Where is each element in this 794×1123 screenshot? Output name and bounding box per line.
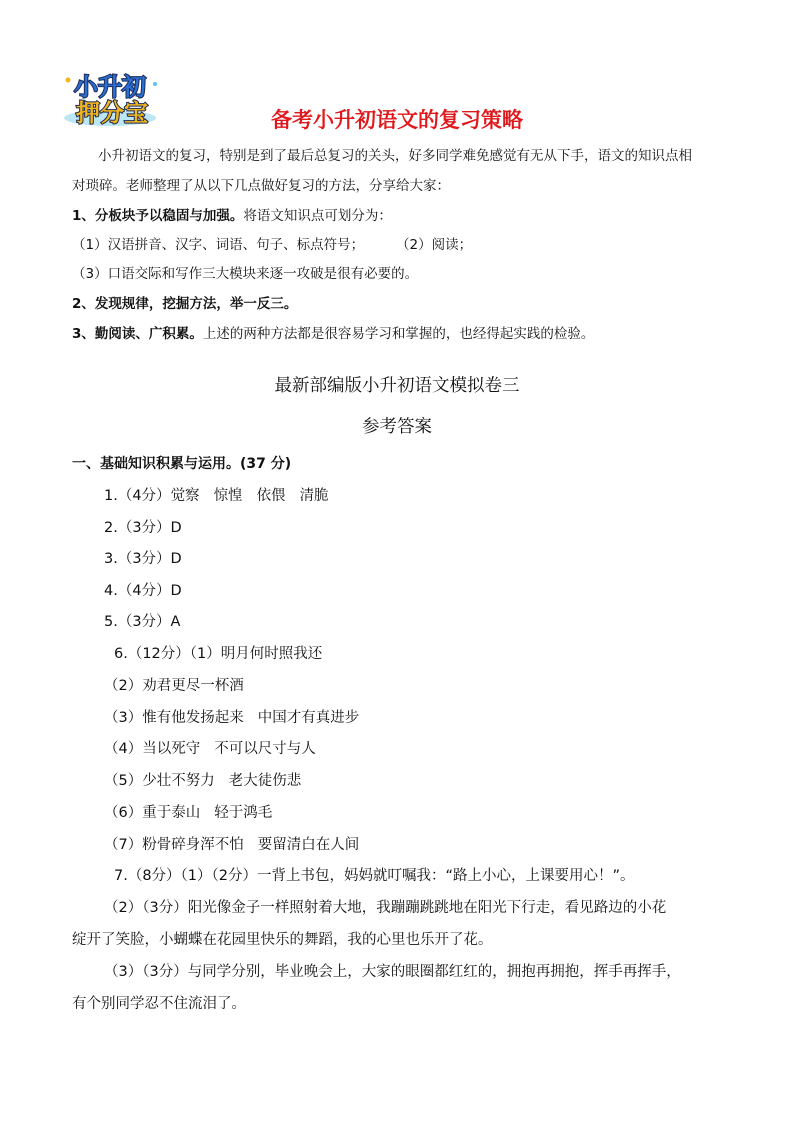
- answer-7-2-line-1: （2）（3分）阳光像金子一样照射着大地，我蹦蹦跳跳地在阳光下行走，看见路边的小花: [104, 900, 667, 916]
- answer-6-3-part-b: 中国才有真进步: [257, 710, 360, 726]
- answer-2: 2.（3分）D: [104, 520, 182, 536]
- exam-title: 最新部编版小升初语文模拟卷三: [274, 376, 520, 396]
- answer-7-3-line-1: （3）（3分）与同学分别，毕业晚会上，大家的眼圈都红红的，拥抱再拥抱，挥手再挥手，: [104, 964, 681, 980]
- answer-6-2: （2）劝君更尽一杯酒: [104, 678, 244, 694]
- answer-1: [104, 484, 329, 505]
- tip-1-sub-2: （2）阅读；: [396, 237, 473, 253]
- answer-1-label: 1.（4分）: [104, 488, 171, 504]
- answer-6-1: 6.（12分）（1）明月何时照我还: [114, 646, 323, 662]
- answer-1-word: 惊惶: [213, 488, 243, 504]
- answer-7-3-line-2: 有个别同学忍不住流泪了。: [72, 996, 246, 1012]
- tip-1-heading: 1、分板块予以稳固与加强。: [72, 208, 244, 224]
- logo-line1: 小升初: [74, 73, 146, 101]
- tip-3: [72, 322, 594, 342]
- tip-2-heading: 2、发现规律，挖掘方法，举一反三。: [72, 296, 298, 312]
- answer-6-5-part-a: （5）少壮不努力: [104, 773, 215, 789]
- tip-3-text: 上述的两种方法都是很容易学习和掌握的，也经得起实践的检验。: [202, 326, 595, 342]
- answer-6-7-part-b: 要留清白在人间: [257, 837, 360, 853]
- tip-3-heading: 3、勤阅读、广积累。: [72, 326, 203, 342]
- intro-line-1: 小升初语文的复习，特别是到了最后总复习的关头，好多同学难免感觉有无从下手，语文的知识点相: [98, 148, 692, 164]
- answer-1-word: 清脆: [299, 488, 329, 504]
- answer-6-4-part-a: （4）当以死守: [104, 741, 201, 757]
- answer-6-6-part-a: （6）重于泰山: [104, 805, 201, 821]
- answer-6-5-part-b: 老大徒伤悲: [228, 773, 302, 789]
- answer-6-4: [104, 737, 316, 758]
- answer-3: 3.（3分）D: [104, 551, 182, 567]
- intro-line-2: 对琐碎。老师整理了从以下几点做好复习的方法，分享给大家：: [72, 178, 450, 194]
- page-title: 备考小升初语文的复习策略: [271, 108, 523, 132]
- tip-1: [72, 204, 392, 224]
- answer-1-word: 依偎: [256, 488, 286, 504]
- logo-line2: 押分宝: [76, 99, 148, 127]
- answer-5: 5.（3分）A: [104, 614, 181, 630]
- answer-6-3-part-a: （3）惟有他发扬起来: [104, 710, 244, 726]
- answer-1-word: 觉察: [170, 488, 200, 504]
- answer-6-5: [104, 769, 301, 790]
- tip-1-text: 将语文知识点可划分为：: [243, 208, 392, 224]
- answer-7-1: 7.（8分）（1）（2分）一背上书包，妈妈就叮嘱我：“路上小心，上课要用心！”。: [114, 868, 635, 884]
- answer-4: 4.（4分）D: [104, 583, 182, 599]
- tip-1-sub-3: （3）口语交际和写作三大模块来逐一攻破是很有必要的。: [72, 266, 419, 282]
- answer-6-7: [104, 833, 359, 854]
- answer-6-4-part-b: 不可以尺寸与人: [214, 741, 316, 757]
- answer-6-7-part-a: （7）粉骨碎身浑不怕: [104, 837, 244, 853]
- answer-7-2-line-2: 绽开了笑脸，小蝴蝶在花园里快乐的舞蹈，我的心里也乐开了花。: [72, 932, 493, 948]
- answer-6-3: [104, 706, 359, 727]
- answer-6-6: [104, 801, 272, 822]
- exam-subtitle: 参考答案: [362, 417, 432, 437]
- answer-6-6-part-b: 轻于鸿毛: [214, 805, 273, 821]
- section-1-title: 一、基础知识积累与运用。(37 分): [72, 456, 292, 472]
- tip-1-sub-1: （1）汉语拼音、汉字、词语、句子、标点符号；: [72, 237, 365, 253]
